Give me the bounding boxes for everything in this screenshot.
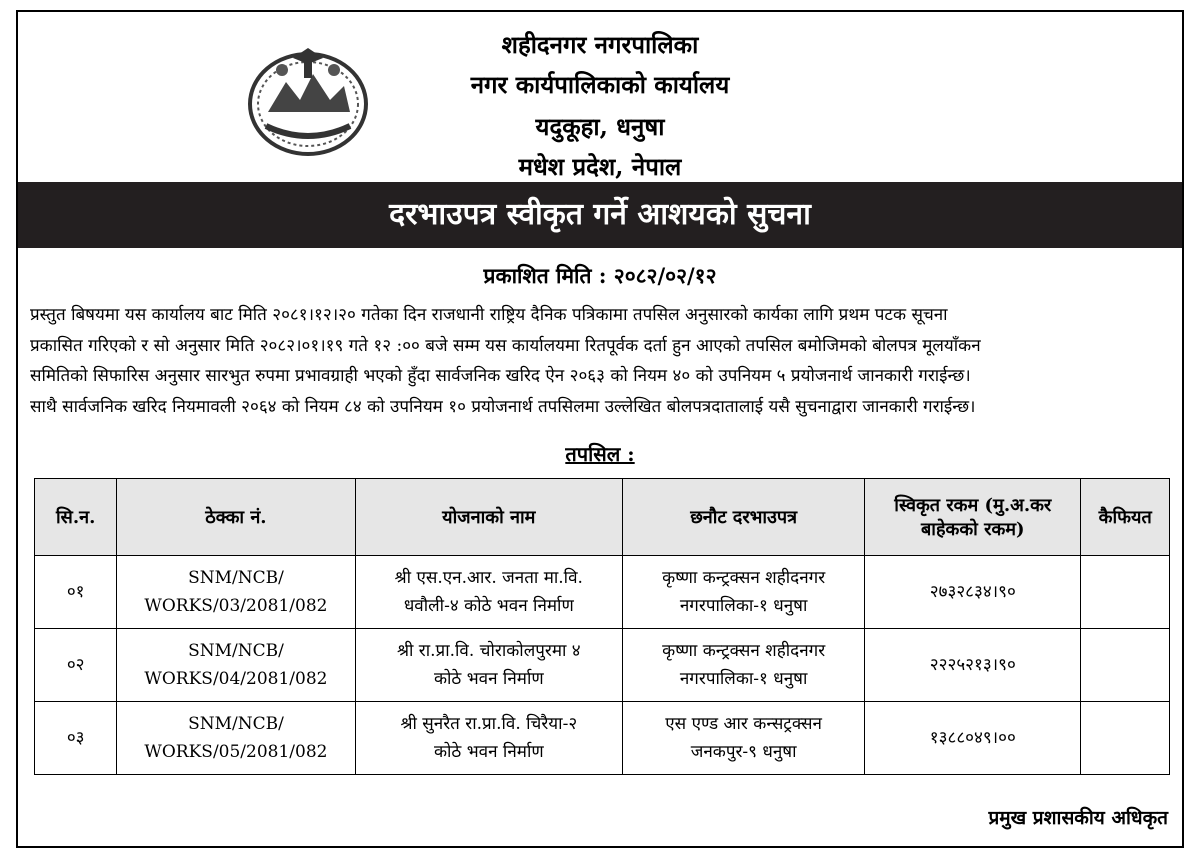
cell-contract-no: SNM/NCB/ WORKS/03/2081/082 bbox=[117, 556, 355, 629]
table-row bbox=[35, 629, 1170, 702]
body-line: प्रकासित गरिएको र सो अनुसार मिति २०८२।०१।१९ गते १२ :०० बजे सम्म यस कार्यालयमा रितपूर्वक दर्ता हुन आएको तपसिल बमोजिमको बोलपत्र मूलयाँकन bbox=[30, 335, 981, 356]
office-name: शहीदनगर नगरपालिका bbox=[501, 30, 699, 59]
schedule-heading: तपसिल : bbox=[565, 442, 635, 466]
body-line: समितिको सिफारिस अनुसार सारभुत रुपमा प्रभावग्राही भएको हुँदा सार्वजनिक खरिद ऐन २०६३ को नियम ४० को उपनियम ५ प्रयोजनार्थ जानकारी गराईन्छ। bbox=[30, 366, 971, 386]
header-approved-amount: स्विकृत रकम (मु.अ.कर बाहेकको रकम) bbox=[865, 479, 1081, 556]
table-header-row bbox=[35, 479, 1170, 556]
cell-approved-amount: २२२५२१३।९० bbox=[865, 629, 1081, 702]
cell-project-name: श्री एस.एन.आर. जनता मा.वि. धवौली-४ कोठे भवन निर्माण bbox=[355, 556, 623, 629]
header-selected-bidder: छनौट दरभाउपत्र bbox=[623, 479, 865, 556]
cell-contract-no: SNM/NCB/ WORKS/04/2081/082 bbox=[117, 629, 355, 702]
cell-contract-no: SNM/NCB/ WORKS/05/2081/082 bbox=[117, 702, 355, 775]
cell-sn: ०३ bbox=[35, 702, 117, 775]
cell-approved-amount: २७३२८३४।९० bbox=[865, 556, 1081, 629]
body-line: साथै सार्वजनिक खरिद नियमावली २०६४ को नियम ८४ को उपनियम १० प्रयोजनार्थ तपसिलमा उल्लेखित बोलपत्रदातालाई यसै सुचनाद्वारा जानकारी गराईन्छ। bbox=[30, 396, 976, 417]
office-location: यदुकूहा, धनुषा bbox=[535, 112, 665, 141]
header-sn: सि.न. bbox=[35, 479, 117, 556]
header-remarks: कैफियत bbox=[1081, 479, 1170, 556]
cell-selected-bidder: कृष्णा कन्ट्रक्सन शहीदनगर नगरपालिका-१ धनुषा bbox=[623, 556, 865, 629]
cell-selected-bidder: कृष्णा कन्ट्रक्सन शहीदनगर नगरपालिका-१ धनुषा bbox=[623, 629, 865, 702]
notice-body bbox=[30, 300, 1172, 422]
notice-title: दरभाउपत्र स्वीकृत गर्ने आशयको सुचना bbox=[18, 182, 1182, 248]
header-contract-no: ठेक्का नं. bbox=[117, 479, 355, 556]
cell-sn: ०२ bbox=[35, 629, 117, 702]
office-province: मधेश प्रदेश, नेपाल bbox=[518, 152, 682, 181]
table-row bbox=[35, 556, 1170, 629]
published-date: प्रकाशित मिति : २०८२/०२/१२ bbox=[483, 263, 717, 288]
cell-project-name: श्री रा.प्रा.वि. चोराकोलपुरमा ४ कोठे भवन निर्माण bbox=[355, 629, 623, 702]
cell-approved-amount: १३८८०४९।०० bbox=[865, 702, 1081, 775]
cell-selected-bidder: एस एण्ड आर कन्सट्रक्सन जनकपुर-९ धनुषा bbox=[623, 702, 865, 775]
schedule-table bbox=[34, 478, 1170, 775]
signature-title: प्रमुख प्रशासकीय अधिकृत bbox=[988, 807, 1168, 829]
cell-remarks bbox=[1081, 702, 1170, 775]
cell-remarks bbox=[1081, 556, 1170, 629]
cell-remarks bbox=[1081, 629, 1170, 702]
table-row bbox=[35, 702, 1170, 775]
body-line: प्रस्तुत बिषयमा यस कार्यालय बाट मिति २०८१।१२।२० गतेका दिन राजधानी राष्ट्रिय दैनिक पत्रिकामा तपसिल अनुसारको कार्यका लागि प्रथम पटक सूचना bbox=[30, 305, 948, 325]
notice-document bbox=[16, 10, 1184, 848]
cell-project-name: श्री सुनरैत रा.प्रा.वि. चिरैया-२ कोठे भवन निर्माण bbox=[355, 702, 623, 775]
cell-sn: ०१ bbox=[35, 556, 117, 629]
office-department: नगर कार्यपालिकाको कार्यालय bbox=[470, 70, 730, 99]
header-project-name: योजनाको नाम bbox=[355, 479, 623, 556]
